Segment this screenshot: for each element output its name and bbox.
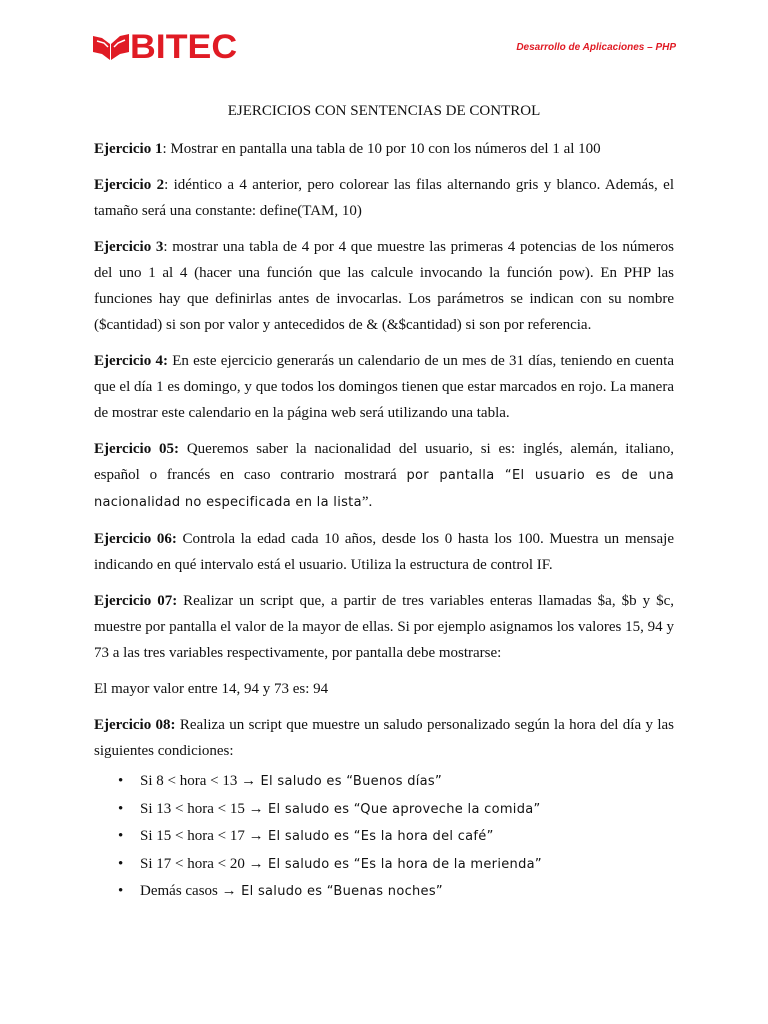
arrow-icon: →: [248, 828, 264, 844]
brand-name: BITEC: [130, 28, 238, 66]
exercise-6-label: Ejercicio 06:: [94, 531, 177, 547]
list-item: [94, 768, 674, 796]
exercise-5-text: Queremos saber la nacionalidad del usuario, si es: inglés, alemán, italiano, español o francés en caso contrario mostrará: [94, 441, 674, 483]
condition-text: Si 15 < hora < 17: [140, 828, 249, 844]
exercise-6: [94, 526, 674, 578]
list-item: [94, 878, 674, 906]
condition-text: Si 17 < hora < 20: [140, 855, 249, 872]
exercise-1: [94, 136, 674, 162]
exercise-7-text: Realizar un script que, a partir de tres variables enteras llamadas $a, $b y $c, muestre por pantalla el valor de la mayor de ellas. Si por ejemplo asignamos los valores 15, 94 y 73 a las tres variables respectivamente, por pantalla debe mostrarse:: [94, 593, 674, 661]
exercise-4-label: Ejercicio 4:: [94, 353, 168, 369]
exercise-3: [94, 234, 674, 338]
exercise-5: [94, 436, 674, 516]
exercise-6-text: Controla la edad cada 10 años, desde los 0 hasta los 100. Muestra un mensaje indicando en qué intervalo está el usuario. Utiliza la estructura de control IF.: [94, 531, 674, 573]
exercise-3-label: Ejercicio 3: [94, 239, 164, 255]
exercise-2: [94, 172, 674, 224]
document-body: [94, 100, 674, 906]
document-title: EJERCICIOS CON SENTENCIAS DE CONTROL: [227, 103, 541, 119]
exercise-1-label: Ejercicio 1: [94, 141, 163, 157]
exercise-1-text: : Mostrar en pantalla una tabla de 10 por 10 con los números del 1 al 100: [162, 141, 601, 157]
bitec-logo: [92, 28, 238, 66]
exercise-5-label: Ejercicio 05:: [94, 441, 180, 457]
list-item: [94, 851, 674, 879]
list-item: [94, 823, 674, 851]
bullet-icon: •: [118, 828, 124, 844]
exercise-5-end: ”.: [361, 494, 373, 510]
exercise-4: [94, 348, 674, 426]
arrow-icon: →: [221, 883, 237, 899]
greeting-text: El saludo es “Es la hora del café”: [263, 829, 494, 844]
exercise-3-text: : mostrar una tabla de 4 por 4 que muestre las primeras 4 potencias de los números del uno 1 al 4 (hacer una función que las calcule invocando la función pow). En PHP las funciones hay que definirlas antes de invocarlas. Los parámetros se indican con su nombre ($cantidad) si son por valor y antecedidos de & (&$cantidad) si son por referencia.: [94, 239, 674, 333]
bullet-icon: •: [118, 855, 124, 872]
bullet-icon: •: [118, 883, 124, 899]
arrow-icon: →: [248, 800, 264, 817]
conditions-list: [94, 768, 674, 906]
exercise-7-label: Ejercicio 07:: [94, 593, 178, 609]
exercise-8-text: Realiza un script que muestre un saludo personalizado según la hora del día y las siguientes condiciones:: [94, 717, 674, 759]
exercise-7-result: El mayor valor entre 14, 94 y 73 es: 94: [94, 681, 329, 697]
exercise-7: [94, 588, 674, 666]
book-logo-icon: [92, 32, 130, 62]
exercise-2-text: : idéntico a 4 anterior, pero colorear las filas alternando gris y blanco. Además, el tamaño será una constante: define(TAM, 10): [94, 177, 674, 219]
greeting-text: El saludo es “Que aproveche la comida”: [263, 801, 541, 817]
bullet-icon: •: [118, 773, 124, 789]
condition-text: Demás casos: [140, 883, 222, 899]
greeting-text: El saludo es “Buenas noches”: [236, 884, 443, 899]
condition-text: Si 13 < hora < 15: [140, 800, 249, 817]
condition-text: Si 8 < hora < 13: [140, 773, 242, 789]
exercise-2-label: Ejercicio 2: [94, 177, 165, 193]
exercise-5-message: por pantalla “El usuario es de una nacionalidad no especificada en la lista: [94, 468, 674, 510]
list-item: [94, 796, 674, 824]
exercise-4-text: En este ejercicio generarás un calendario de un mes de 31 días, teniendo en cuenta que el día 1 es domingo, y que todos los domingos tienen que estar marcados en rojo. La manera de mostrar este calendario en la página web será utilizando una tabla.: [94, 353, 674, 421]
exercise-8-label: Ejercicio 08:: [94, 717, 176, 733]
page-header: [92, 30, 676, 64]
greeting-text: El saludo es “Es la hora de la merienda”: [263, 856, 542, 872]
greeting-text: El saludo es “Buenos días”: [256, 774, 443, 789]
header-subtitle: Desarrollo de Aplicaciones – PHP: [516, 42, 676, 53]
arrow-icon: →: [248, 855, 264, 872]
bullet-icon: •: [118, 800, 124, 817]
exercise-8: [94, 712, 674, 764]
arrow-icon: →: [241, 773, 257, 789]
